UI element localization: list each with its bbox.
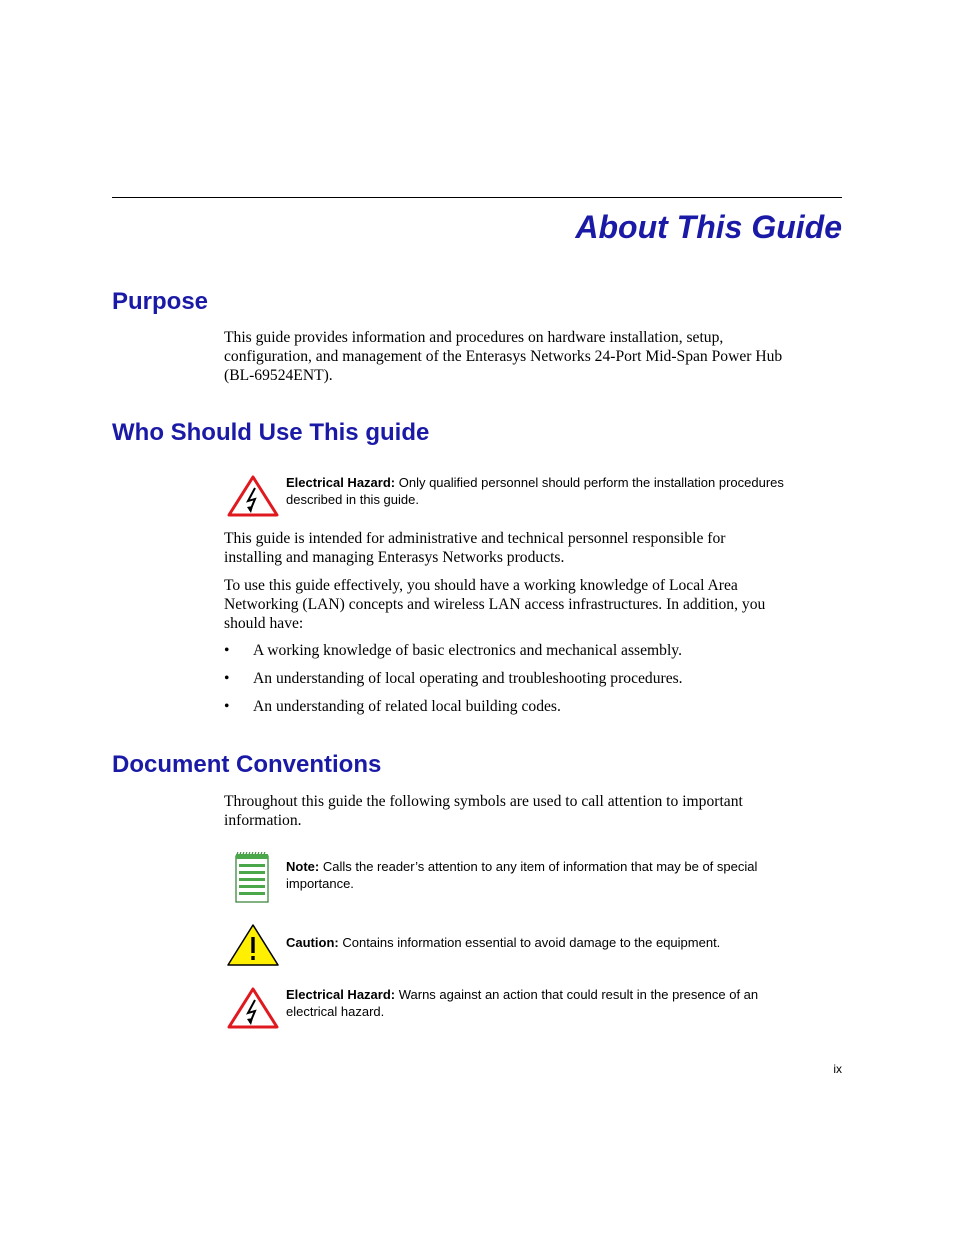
section-heading-purpose: Purpose [112,288,209,315]
note-pad-icon [226,852,280,900]
electrical-hazard-notice [224,986,844,1036]
conventions-line: information. [224,812,302,829]
purpose-line: This guide provides information and procedures on hardware installation, setup, [224,329,724,346]
notice-body: Warns against an action that could result in the presence of an [398,987,759,1002]
caution-text [286,934,836,951]
notice-body: Only qualified personnel should perform the installation procedures [398,475,784,490]
knowledge-line: should have: [224,615,304,632]
conventions-line: Throughout this guide the following symbols are used to call attention to important [224,793,743,810]
list-item-text: A working knowledge of basic electronics and mechanical assembly. [253,642,682,659]
notice-label: Note: [286,859,320,874]
section-heading-who-should-use: Who Should Use This guide [112,419,430,446]
chapter-title: About This Guide [575,209,842,245]
electrical-hazard-text [286,474,836,508]
list-item-text: An understanding of related local building codes. [253,698,561,715]
electrical-hazard-notice [224,474,844,524]
purpose-line: (BL-69524ENT). [224,367,333,384]
electrical-hazard-icon [226,986,280,1034]
electrical-hazard-text [286,986,836,1020]
knowledge-line: To use this guide effectively, you should have a working knowledge of Local Area [224,577,738,594]
knowledge-line: Networking (LAN) concepts and wireless LAN access infrastructures. In addition, you [224,596,766,613]
conventions-paragraph [224,792,844,830]
caution-notice [224,923,844,973]
notice-label: Electrical Hazard: [286,475,396,490]
section-heading-document-conventions: Document Conventions [112,751,382,778]
list-item-text: An understanding of local operating and troubleshooting procedures. [253,670,683,687]
notice-body: importance. [286,876,354,891]
notice-label: Electrical Hazard: [286,987,396,1002]
knowledge-paragraph [224,576,844,633]
notice-body: Calls the reader’s attention to any item of information that may be of special [322,859,758,874]
purpose-paragraph [224,328,844,385]
note-notice [224,852,844,902]
audience-line: This guide is intended for administrative and technical personnel responsible for [224,530,726,547]
bullet-icon: • [224,642,230,659]
notice-body: Contains information essential to avoid damage to the equipment. [342,935,721,950]
notice-body: electrical hazard. [286,1004,385,1019]
note-text [286,858,836,892]
bullet-icon: • [224,670,230,687]
caution-icon [226,923,280,971]
electrical-hazard-icon [226,474,280,522]
audience-line: installing and managing Enterasys Networks products. [224,549,565,566]
purpose-line: configuration, and management of the Enterasys Networks 24-Port Mid-Span Power Hub [224,348,783,365]
notice-label: Caution: [286,935,339,950]
notice-body: described in this guide. [286,492,419,507]
audience-paragraph [224,529,844,567]
chapter-rule [112,197,842,198]
bullet-icon: • [224,698,230,715]
page-number: ix [833,1062,842,1076]
